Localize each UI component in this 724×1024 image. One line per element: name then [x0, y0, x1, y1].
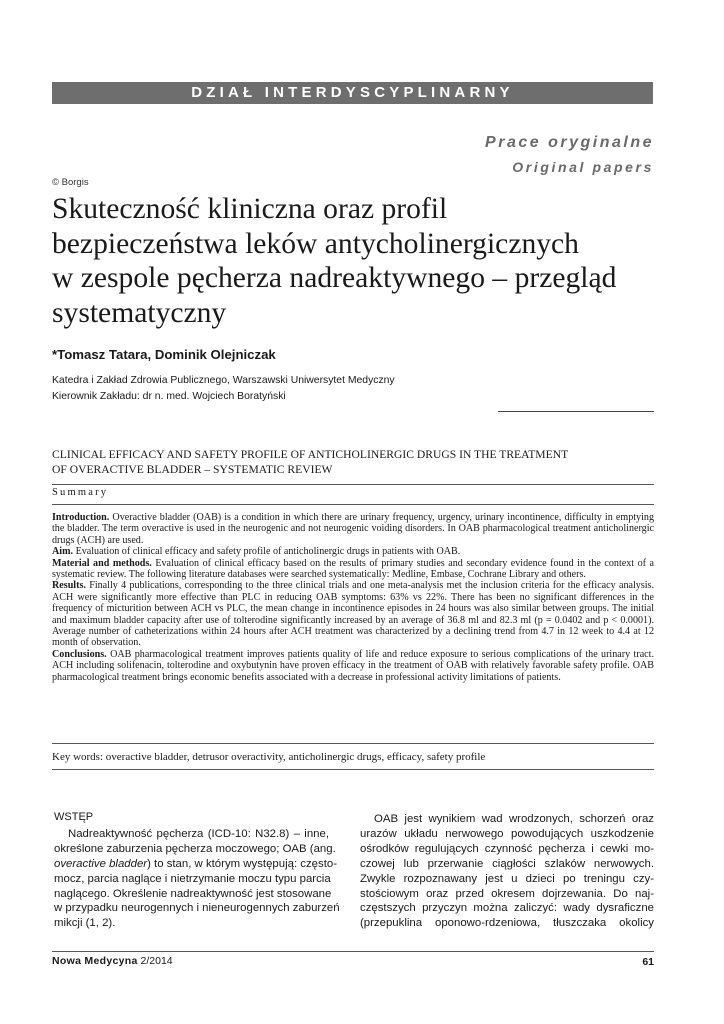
section-banner: DZIAŁ INTERDYSCYPLINARNY [52, 82, 653, 104]
paper-type-polish: Prace oryginalne [485, 134, 654, 151]
abstract-text: Evaluation of clinical efficacy based on the results of primary studies and secondary evidence found in the context of a systematic review. The following literature databases were searched systematically: Medline, Embase, Cochrane Library and others. [52, 557, 654, 581]
abstract-text: OAB pharmacological treatment improves patients quality of life and reduce exposure to serious complications of the urinary tract. ACH including solifenacin, tolterodine and oxybutynin have proven efficacy in the treatment of OAB with relatively favorable safety profile. OAB pharmacological treatment brings economic benefits associated with a decrease in professional activity limitations of patients. [52, 648, 654, 683]
abstract-paragraph [52, 649, 654, 683]
abstract [52, 512, 654, 683]
paper-type-english: Original papers [512, 159, 654, 175]
body-line: Zwykle rozpoznawany jest u dzieci po treningu czy- [360, 872, 654, 885]
abstract-heading: Results. [52, 580, 86, 592]
affiliation: Katedra i Zakład Zdrowia Publicznego, Warszawski Uniwersytet Medyczny [52, 375, 395, 386]
body-line: w przypadku neurogennych i nieneurogennych zaburzeń [54, 902, 340, 915]
body-line: czowej lub przerwanie ciągłości szlaków nerwowych. [360, 857, 654, 870]
body-line: stościowym oraz przed okresem dojrzewania. Do naj- [360, 887, 654, 900]
journal-name: Nowa Medycyna [52, 955, 138, 967]
body-line: (przepuklina oponowo-rdzeniowa, tłuszczaka okolicy [360, 917, 654, 930]
copyright-notice: © Borgis [52, 177, 89, 188]
abstract-paragraph [52, 580, 654, 648]
body-column-right [360, 812, 654, 931]
summary-label-rule [52, 504, 654, 505]
abstract-text: Finally 4 publications, corresponding to the three clinical trials and one meta-analysis met the inclusion criteria for the efficacy analysis. ACH were significantly more effective than PLC in reducing OAB symptoms: 63% vs 22%. There has been no significant differences in the frequency of micturition between ACH vs PLC, the mean change in incontinence episodes in 24 hours was also similar between groups. The initial and maximum bladder capacity after use of tolterodine significantly increased by an average of 36.8 ml and 82.3 ml (p = 0.0402 and p < 0.0001). Average number of catheterizations within 24 hours after ACH treatment was characterized by a declining trend from 4.7 in 12 week to 4.4 at 12 month of observation. [52, 580, 655, 649]
title-line: Skuteczność kliniczna oraz profil [52, 193, 448, 225]
body-line: mikcji (1, 2). [54, 917, 116, 930]
abstract-paragraph [52, 546, 654, 557]
body-line: urazów układu nerwowego powodujących uszkodzenie [360, 827, 654, 840]
body-line: Nadreaktywność pęcherza (ICD-10: N32.8) – inne, [68, 827, 329, 840]
english-title-line: CLINICAL EFFICACY AND SAFETY PROFILE OF ANTICHOLINERGIC DRUGS IN THE TREATMENT [52, 448, 569, 461]
body-line: określone zaburzenia pęcherza moczowego; OAB (ang. [54, 842, 336, 855]
authors: *Tomasz Tatara, Dominik Olejniczak [52, 347, 276, 362]
abstract-text: Overactive bladder (OAB) is a condition in which there are urinary frequency, urgency, urinary incontinence, difficulty in emptying the bladder. The term overactive is used in the neurogenic and not neurogenic voiding disorders. In OAB pharmacological treatment anticholinergic drugs (ACH) are used. [52, 512, 654, 546]
abstract-heading: Aim. [52, 546, 74, 558]
keywords-top-rule [52, 743, 654, 744]
title-line: systematyczny [52, 296, 227, 329]
body-line: ośrodków regulujących czynność pęcherza i cewki mo- [360, 842, 654, 855]
journal-info [52, 955, 173, 967]
summary-label: Summary [52, 487, 109, 498]
article-title [52, 192, 672, 330]
body-column-left [54, 810, 340, 931]
summary-top-rule [52, 484, 654, 485]
abstract-heading: Conclusions. [52, 648, 107, 660]
page-number: 61 [642, 956, 654, 968]
abstract-text: Evaluation of clinical efficacy and safety profile of anticholinergic drugs in patients with OAB. [75, 546, 461, 558]
footer-rule [52, 951, 654, 952]
body-line: OAB jest wynikiem wad wrodzonych, schorzeń oraz [374, 813, 654, 825]
english-title-line: OF OVERACTIVE BLADDER – SYSTEMATIC REVIEW [52, 462, 333, 476]
section-heading: WSTĘP [54, 811, 94, 823]
body-line: overactive bladder) to stan, w którym występują: często- [54, 857, 337, 870]
divider [498, 411, 654, 412]
keywords: Key words: overactive bladder, detrusor overactivity, anticholinergic drugs, efficacy, safety profile [52, 751, 486, 763]
english-term: overactive bladder [54, 857, 148, 870]
body-line: mocz, parcia naglące i nietrzymanie moczu typu parcia [54, 872, 331, 885]
title-line: w zespole pęcherza nadreaktywnego – przegląd [52, 262, 617, 294]
body-line: naglącego. Określenie nadreaktywność jest stosowane [54, 887, 332, 900]
abstract-paragraph [52, 512, 654, 546]
abstract-heading: Material and methods. [52, 557, 152, 569]
keywords-bottom-rule [52, 769, 654, 770]
abstract-heading: Introduction. [52, 512, 110, 523]
abstract-paragraph [52, 558, 654, 581]
body-line: częstszych przyczyn można zaliczyć: wady dysraficzne [360, 902, 654, 915]
title-line: bezpieczeństwa leków antycholinergicznych [52, 227, 579, 260]
head-of-department: Kierownik Zakładu: dr n. med. Wojciech Boratyński [52, 391, 286, 402]
english-title [52, 448, 656, 477]
journal-issue: 2/2014 [140, 955, 173, 967]
